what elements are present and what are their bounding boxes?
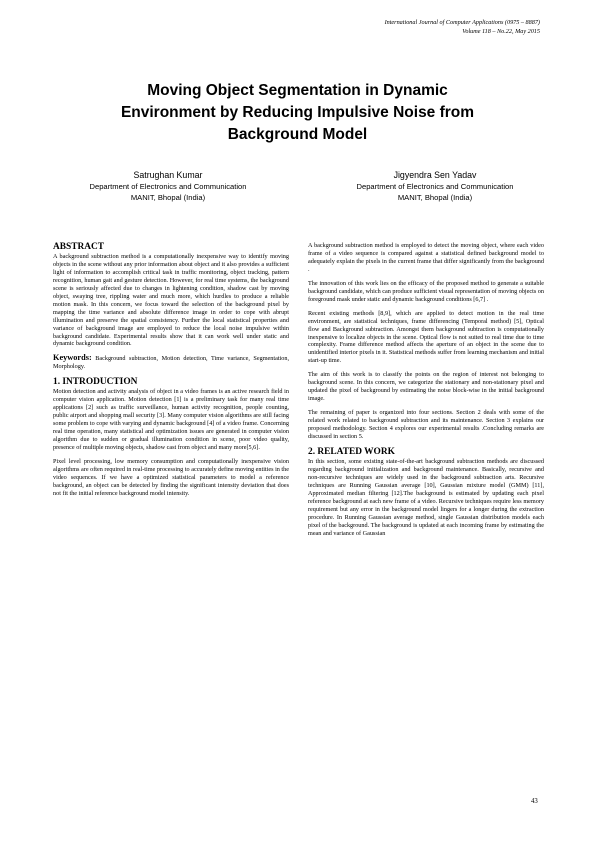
- right-column: [308, 242, 544, 544]
- keywords-label: Keywords:: [53, 353, 92, 363]
- keywords-text: Background subtraction, Motion detection, Time variance, Segmentation, Morphology.: [53, 355, 289, 371]
- journal-name: International Journal of Computer Applications (0975 – 8887): [384, 19, 540, 26]
- body-paragraph: Recent existing methods [8,9], which are applied to detect motion in the real time environment, are statistical techniques, frame differencing (Temporal method) [5], Optical flow and Background subtraction. Amongst them background subtraction is computationally inexpensive to localize objects in the scene. Optical flow is not suited to real time due to time complexity. Frame difference method affects the aperture of an object in the scene due to unidentified interior pixels in it. Statistical methods suffer from learning mechanism and initial start-up time.: [308, 309, 544, 365]
- journal-volume: Volume 118 – No.22, May 2015: [462, 28, 540, 35]
- body-paragraph: A background subtraction method is employed to detect the moving object, where each video frame of a video sequence is compared against a statistical defined background model to adequately explain the pixels in the current frame that differ significantly from the background .: [308, 242, 544, 273]
- page-number: 43: [531, 798, 538, 805]
- related-work-paragraph: In this section, some existing state-of-the-art background subtraction methods are discussed regarding background initialization and background maintenance. Basically, recursive and non-recursive techniques are widely used in the background subtraction arts. Recursive techniques are Running Gaussian average [10], Gaussian mixture model (GMM) [11], Approximated median filtering [12].The background is estimated by updating each pixel reference background at each new frame of a video. Recursive techniques require less memory requirement but any error in the background model lingers for a longer during the extraction procedure. In Running Gaussian average method, single Gaussian distribution models each pixel of the background. The background is updated at each incoming frame by estimating the mean and variance of Gaussian: [308, 457, 544, 537]
- body-paragraph: The innovation of this work lies on the efficacy of the proposed method to generate a suitable background candidate, which can produce sufficient visual representation of moving objects on foreground mask under static and dynamic background conditions [6,7] .: [308, 279, 544, 303]
- author-block-1: [38, 169, 298, 203]
- title-line-3: Background Model: [227, 126, 368, 143]
- paper-title: [60, 80, 535, 146]
- body-paragraph: The aim of this work is to classify the points on the region of interest not belonging to background scene. In this concern, we categorize the stationary and non-stationary pixel and updated the pixel of background by estimating the noise block-wise in the initial background image.: [308, 371, 544, 403]
- author-department: Department of Electronics and Communication: [356, 182, 514, 191]
- journal-header: [385, 18, 540, 36]
- author-name: Jigyendra Sen Yadav: [393, 170, 477, 180]
- introduction-heading: 1. INTRODUCTION: [53, 377, 138, 388]
- abstract-heading: ABSTRACT: [53, 242, 105, 252]
- related-work-heading: 2. RELATED WORK: [308, 446, 395, 457]
- title-line-1: Moving Object Segmentation in Dynamic: [147, 82, 448, 99]
- keywords: [53, 354, 289, 371]
- author-affiliation: MANIT, Bhopal (India): [130, 192, 206, 202]
- author-name: Satrughan Kumar: [133, 170, 203, 180]
- author-block-2: [305, 169, 565, 203]
- left-column: [53, 242, 289, 504]
- author-department: Department of Electronics and Communication: [89, 182, 247, 191]
- abstract-text: A background subtraction method is a computationally inexpensive way to identify moving objects in the scene without any prior information about object and it also provides a sufficient light of information to accomplish critical task in traffic monitoring, object tracking, pattern recognition, human gait and gesture detection. However, for real time systems, the background scene is seriously affected due to changes in lightening condition, shadow cast by moving object, swaying tree, rippling water and much more, which hurdles to produce a reliable motion mask. In this concern, we focus toward the selection of the background pixel by mapping the time variance and absolute difference image in order to cope with abrupt illumination and preserve the spatial consistency. Further the local statistical properties and variance of background image are employed to reduce the local noise impulsive within background candidate. Experimental results show that it can work well under static and dynamic background condition.: [53, 253, 289, 348]
- intro-paragraph: Motion detection and activity analysis of object in a video frames is an active research field in computer vision application. Motion detection [1] is a preliminary task for many real time applications [2] such as traffic surveillance, human activity recognition, people counting, public airport and shopping mall security [3]. Many computer vision algorithms are still facing some problem to cope with varying and dynamic background [4] of a video frame. Concerning real time operation, many statistical and optimization issues are generated in computer vision algorithm due to sudden or gradual illumination condition in scene, poor video quality, presence of multiple moving objects, shadow cast from object and many more[5,6].: [53, 388, 289, 452]
- title-line-2: Environment by Reducing Impulsive Noise from: [120, 104, 475, 121]
- body-paragraph: The remaining of paper is organized into four sections. Section 2 deals with some of the related work related to background subtraction and its maintenance. Section 3 explains our proposed methodology. Section 4 explores our experimental results .Concluding remarks are discussed in section 5.: [308, 409, 544, 441]
- intro-paragraph: Pixel level processing, low memory consumption and computationally inexpensive vision algorithms are often required in real-time processing to accurately define moving entities in the video sequences. If we have a optimized statistical parameters to model a reference background, an object can be detected by finding the significant intensity deviation that does not fit the initial reference background model intensity.: [53, 457, 289, 497]
- author-affiliation: MANIT, Bhopal (India): [397, 192, 473, 202]
